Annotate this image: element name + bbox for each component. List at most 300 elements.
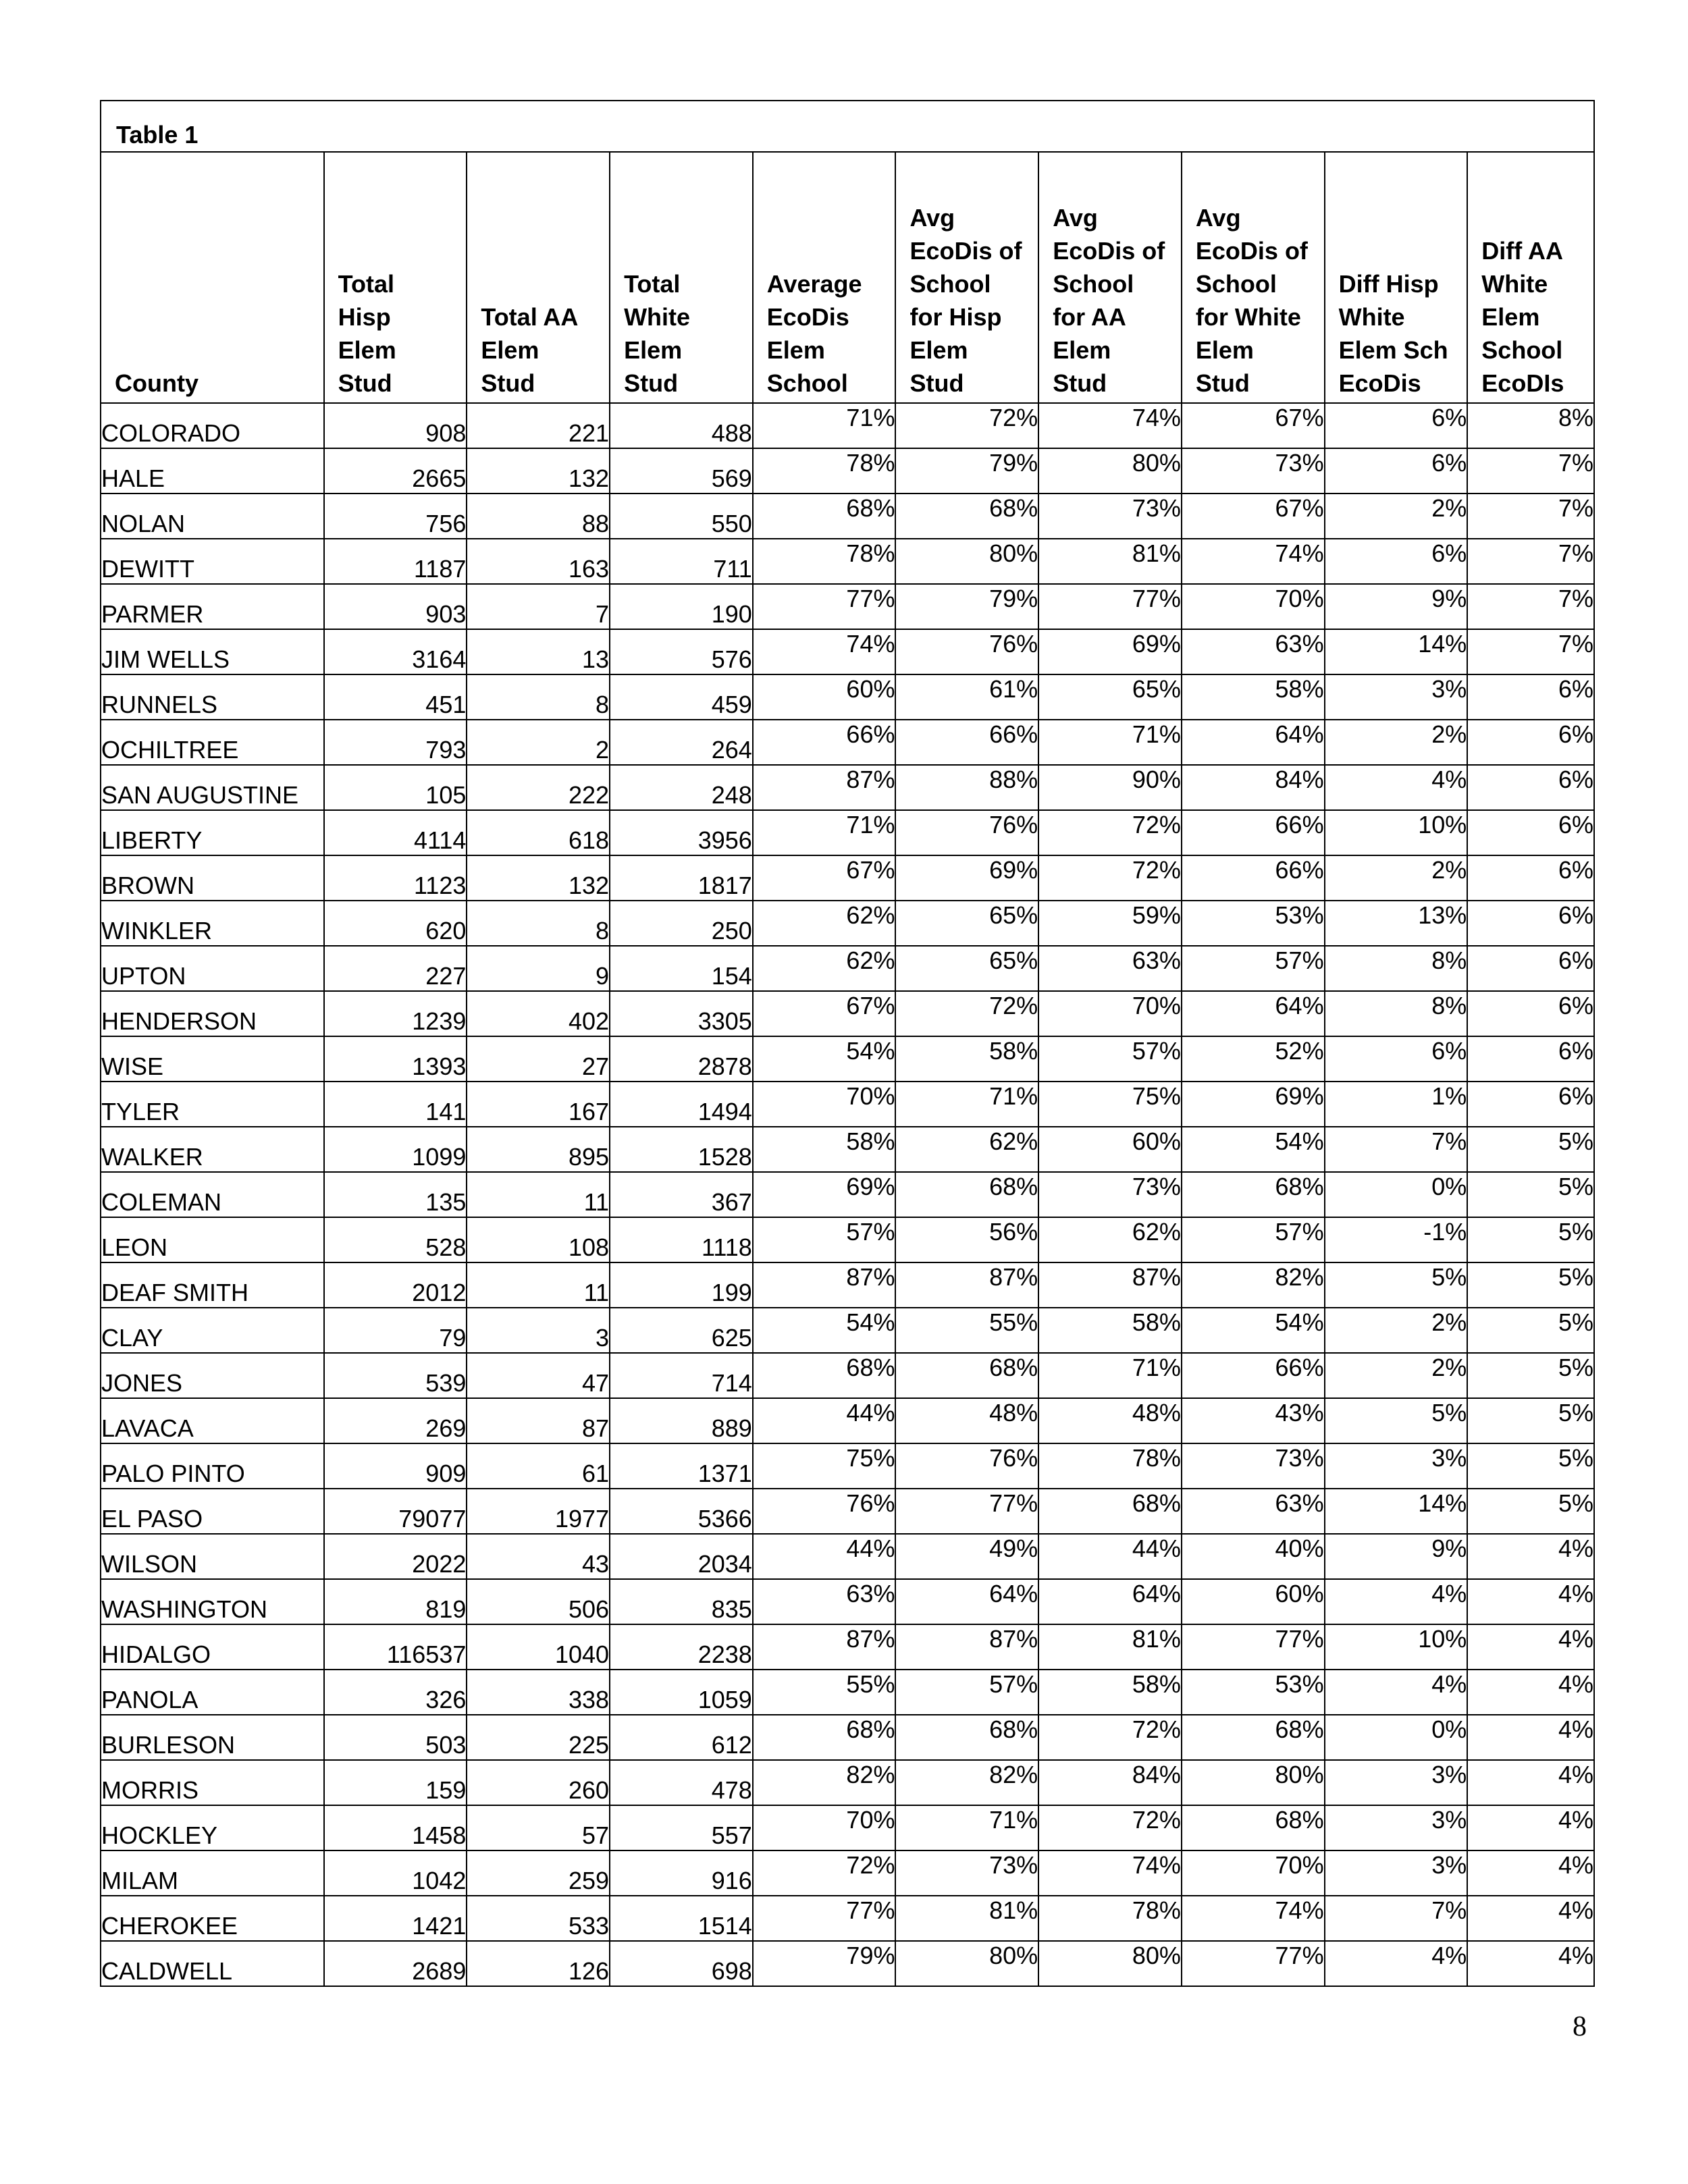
value-cell: 79% <box>895 584 1038 629</box>
value-cell: 2034 <box>610 1534 753 1579</box>
value-cell: 9 <box>467 946 610 991</box>
value-cell: 503 <box>324 1715 467 1760</box>
value-cell: 533 <box>467 1896 610 1941</box>
value-cell: 7% <box>1467 629 1594 674</box>
value-cell: 5% <box>1467 1398 1594 1443</box>
value-cell: 711 <box>610 539 753 584</box>
value-cell: 5% <box>1467 1489 1594 1534</box>
table-row <box>101 403 1594 448</box>
value-cell: 69% <box>1038 629 1182 674</box>
county-cell: NOLAN <box>101 494 324 539</box>
value-cell: 5% <box>1467 1262 1594 1308</box>
table-row <box>101 1715 1594 1760</box>
value-cell: 10% <box>1325 810 1468 855</box>
value-cell: 4% <box>1325 1941 1468 1986</box>
value-cell: 326 <box>324 1670 467 1715</box>
county-cell: TYLER <box>101 1082 324 1127</box>
table-row <box>101 448 1594 494</box>
value-cell: 451 <box>324 674 467 720</box>
value-cell: 64% <box>1182 991 1325 1036</box>
value-cell: 68% <box>1038 1489 1182 1534</box>
value-cell: 248 <box>610 765 753 810</box>
value-cell: 6% <box>1467 1036 1594 1082</box>
value-cell: 3% <box>1325 1805 1468 1850</box>
value-cell: 6% <box>1325 1036 1468 1082</box>
value-cell: 4% <box>1467 1896 1594 1941</box>
value-cell: 60% <box>1182 1579 1325 1624</box>
value-cell: 2012 <box>324 1262 467 1308</box>
value-cell: 76% <box>895 1443 1038 1489</box>
value-cell: 105 <box>324 765 467 810</box>
value-cell: 72% <box>895 991 1038 1036</box>
value-cell: 135 <box>324 1172 467 1217</box>
value-cell: 3 <box>467 1308 610 1353</box>
value-cell: 60% <box>753 674 896 720</box>
value-cell: 539 <box>324 1353 467 1398</box>
value-cell: 5% <box>1467 1353 1594 1398</box>
value-cell: 1040 <box>467 1624 610 1670</box>
value-cell: 1371 <box>610 1443 753 1489</box>
value-cell: 4% <box>1467 1624 1594 1670</box>
value-cell: -1% <box>1325 1217 1468 1262</box>
table-row <box>101 991 1594 1036</box>
value-cell: 73% <box>1038 494 1182 539</box>
column-header-avg-ecodis-hisp: Avg EcoDis of School for Hisp Elem Stud <box>895 152 1038 403</box>
value-cell: 916 <box>610 1850 753 1896</box>
table-row <box>101 1082 1594 1127</box>
value-cell: 7% <box>1467 448 1594 494</box>
table-row <box>101 720 1594 765</box>
value-cell: 6% <box>1467 901 1594 946</box>
value-cell: 70% <box>1182 1850 1325 1896</box>
county-cell: BURLESON <box>101 1715 324 1760</box>
value-cell: 67% <box>753 991 896 1036</box>
value-cell: 488 <box>610 403 753 448</box>
value-cell: 62% <box>753 946 896 991</box>
value-cell: 64% <box>895 1579 1038 1624</box>
header-row <box>101 152 1594 403</box>
value-cell: 72% <box>1038 855 1182 901</box>
value-cell: 56% <box>895 1217 1038 1262</box>
value-cell: 1817 <box>610 855 753 901</box>
value-cell: 4% <box>1467 1579 1594 1624</box>
value-cell: 77% <box>1182 1941 1325 1986</box>
value-cell: 1118 <box>610 1217 753 1262</box>
value-cell: 68% <box>1182 1715 1325 1760</box>
value-cell: 6% <box>1325 539 1468 584</box>
value-cell: 44% <box>753 1534 896 1579</box>
value-cell: 74% <box>1182 539 1325 584</box>
value-cell: 78% <box>753 448 896 494</box>
value-cell: 70% <box>1182 584 1325 629</box>
value-cell: 61 <box>467 1443 610 1489</box>
value-cell: 78% <box>1038 1896 1182 1941</box>
value-cell: 4% <box>1467 1715 1594 1760</box>
value-cell: 82% <box>753 1760 896 1805</box>
table-row <box>101 1805 1594 1850</box>
value-cell: 13% <box>1325 901 1468 946</box>
value-cell: 65% <box>895 946 1038 991</box>
value-cell: 2238 <box>610 1624 753 1670</box>
value-cell: 9% <box>1325 1534 1468 1579</box>
county-cell: WINKLER <box>101 901 324 946</box>
value-cell: 5% <box>1325 1262 1468 1308</box>
value-cell: 87% <box>895 1262 1038 1308</box>
value-cell: 67% <box>1182 494 1325 539</box>
value-cell: 478 <box>610 1760 753 1805</box>
value-cell: 2022 <box>324 1534 467 1579</box>
value-cell: 5% <box>1467 1308 1594 1353</box>
table-row <box>101 539 1594 584</box>
county-cell: COLEMAN <box>101 1172 324 1217</box>
value-cell: 4% <box>1467 1941 1594 1986</box>
value-cell: 53% <box>1182 1670 1325 1715</box>
table-row <box>101 1353 1594 1398</box>
table-row <box>101 1760 1594 1805</box>
value-cell: 73% <box>1182 448 1325 494</box>
table-row <box>101 1036 1594 1082</box>
value-cell: 4% <box>1325 765 1468 810</box>
value-cell: 84% <box>1182 765 1325 810</box>
value-cell: 76% <box>895 629 1038 674</box>
value-cell: 7% <box>1467 584 1594 629</box>
value-cell: 260 <box>467 1760 610 1805</box>
value-cell: 1514 <box>610 1896 753 1941</box>
value-cell: 1421 <box>324 1896 467 1941</box>
value-cell: 52% <box>1182 1036 1325 1082</box>
value-cell: 57% <box>895 1670 1038 1715</box>
value-cell: 550 <box>610 494 753 539</box>
value-cell: 1393 <box>324 1036 467 1082</box>
value-cell: 132 <box>467 855 610 901</box>
value-cell: 77% <box>753 1896 896 1941</box>
value-cell: 126 <box>467 1941 610 1986</box>
value-cell: 5% <box>1467 1127 1594 1172</box>
value-cell: 7% <box>1325 1127 1468 1172</box>
table-row <box>101 855 1594 901</box>
value-cell: 3305 <box>610 991 753 1036</box>
value-cell: 58% <box>1038 1670 1182 1715</box>
value-cell: 889 <box>610 1398 753 1443</box>
table-row <box>101 1172 1594 1217</box>
value-cell: 909 <box>324 1443 467 1489</box>
value-cell: 64% <box>1182 720 1325 765</box>
value-cell: 402 <box>467 991 610 1036</box>
value-cell: 80% <box>895 1941 1038 1986</box>
value-cell: 3% <box>1325 674 1468 720</box>
value-cell: 10% <box>1325 1624 1468 1670</box>
value-cell: 57% <box>1182 946 1325 991</box>
value-cell: 79077 <box>324 1489 467 1534</box>
value-cell: 14% <box>1325 629 1468 674</box>
value-cell: 74% <box>753 629 896 674</box>
value-cell: 59% <box>1038 901 1182 946</box>
column-header-total-hisp: Total Hisp Elem Stud <box>324 152 467 403</box>
table-body <box>101 403 1594 1986</box>
column-header-diff-hisp-white: Diff Hisp White Elem Sch EcoDis <box>1325 152 1468 403</box>
table-row <box>101 1850 1594 1896</box>
value-cell: 69% <box>895 855 1038 901</box>
value-cell: 78% <box>753 539 896 584</box>
table-row <box>101 901 1594 946</box>
value-cell: 68% <box>895 1353 1038 1398</box>
value-cell: 80% <box>1038 1941 1182 1986</box>
value-cell: 87% <box>1038 1262 1182 1308</box>
value-cell: 66% <box>1182 810 1325 855</box>
value-cell: 70% <box>753 1805 896 1850</box>
value-cell: 13 <box>467 629 610 674</box>
value-cell: 2665 <box>324 448 467 494</box>
value-cell: 227 <box>324 946 467 991</box>
value-cell: 264 <box>610 720 753 765</box>
value-cell: 80% <box>895 539 1038 584</box>
value-cell: 76% <box>895 810 1038 855</box>
value-cell: 72% <box>1038 810 1182 855</box>
value-cell: 116537 <box>324 1624 467 1670</box>
value-cell: 62% <box>1038 1217 1182 1262</box>
value-cell: 163 <box>467 539 610 584</box>
value-cell: 77% <box>1182 1624 1325 1670</box>
value-cell: 1042 <box>324 1850 467 1896</box>
value-cell: 75% <box>1038 1082 1182 1127</box>
value-cell: 87% <box>753 1262 896 1308</box>
value-cell: 1494 <box>610 1082 753 1127</box>
value-cell: 620 <box>324 901 467 946</box>
value-cell: 3956 <box>610 810 753 855</box>
value-cell: 612 <box>610 1715 753 1760</box>
value-cell: 895 <box>467 1127 610 1172</box>
value-cell: 80% <box>1038 448 1182 494</box>
value-cell: 68% <box>1182 1805 1325 1850</box>
value-cell: 27 <box>467 1036 610 1082</box>
table-row <box>101 1308 1594 1353</box>
table-row <box>101 1398 1594 1443</box>
value-cell: 47 <box>467 1353 610 1398</box>
value-cell: 1099 <box>324 1127 467 1172</box>
county-cell: DEAF SMITH <box>101 1262 324 1308</box>
value-cell: 57% <box>1182 1217 1325 1262</box>
value-cell: 43% <box>1182 1398 1325 1443</box>
value-cell: 77% <box>753 584 896 629</box>
table-row <box>101 1217 1594 1262</box>
value-cell: 80% <box>1182 1760 1325 1805</box>
value-cell: 63% <box>1182 1489 1325 1534</box>
value-cell: 269 <box>324 1398 467 1443</box>
value-cell: 74% <box>1038 403 1182 448</box>
value-cell: 40% <box>1182 1534 1325 1579</box>
value-cell: 69% <box>1182 1082 1325 1127</box>
value-cell: 167 <box>467 1082 610 1127</box>
value-cell: 77% <box>895 1489 1038 1534</box>
value-cell: 72% <box>1038 1805 1182 1850</box>
table-row <box>101 584 1594 629</box>
value-cell: 1528 <box>610 1127 753 1172</box>
table-row <box>101 1262 1594 1308</box>
value-cell: 48% <box>1038 1398 1182 1443</box>
table-row <box>101 1534 1594 1579</box>
value-cell: 2689 <box>324 1941 467 1986</box>
value-cell: 54% <box>753 1308 896 1353</box>
table-row <box>101 1624 1594 1670</box>
table-row <box>101 494 1594 539</box>
value-cell: 65% <box>1038 674 1182 720</box>
value-cell: 259 <box>467 1850 610 1896</box>
county-cell: BROWN <box>101 855 324 901</box>
table-row <box>101 674 1594 720</box>
value-cell: 5% <box>1467 1443 1594 1489</box>
value-cell: 9% <box>1325 584 1468 629</box>
county-cell: HOCKLEY <box>101 1805 324 1850</box>
value-cell: 66% <box>895 720 1038 765</box>
table-row <box>101 765 1594 810</box>
value-cell: 62% <box>895 1127 1038 1172</box>
value-cell: 222 <box>467 765 610 810</box>
value-cell: 1123 <box>324 855 467 901</box>
table-row <box>101 1896 1594 1941</box>
table-row <box>101 629 1594 674</box>
value-cell: 908 <box>324 403 467 448</box>
value-cell: 221 <box>467 403 610 448</box>
value-cell: 72% <box>1038 1715 1182 1760</box>
value-cell: 66% <box>1182 1353 1325 1398</box>
value-cell: 4% <box>1467 1534 1594 1579</box>
value-cell: 78% <box>1038 1443 1182 1489</box>
value-cell: 3% <box>1325 1443 1468 1489</box>
table-row <box>101 1670 1594 1715</box>
value-cell: 190 <box>610 584 753 629</box>
value-cell: 73% <box>895 1850 1038 1896</box>
county-cell: LIBERTY <box>101 810 324 855</box>
county-cell: MORRIS <box>101 1760 324 1805</box>
value-cell: 82% <box>895 1760 1038 1805</box>
value-cell: 54% <box>1182 1308 1325 1353</box>
value-cell: 70% <box>1038 991 1182 1036</box>
value-cell: 57% <box>1038 1036 1182 1082</box>
value-cell: 66% <box>1182 855 1325 901</box>
value-cell: 4% <box>1325 1579 1468 1624</box>
value-cell: 64% <box>1038 1579 1182 1624</box>
table-row <box>101 1489 1594 1534</box>
value-cell: 71% <box>895 1805 1038 1850</box>
value-cell: 58% <box>1182 674 1325 720</box>
value-cell: 3% <box>1325 1760 1468 1805</box>
value-cell: 199 <box>610 1262 753 1308</box>
value-cell: 5366 <box>610 1489 753 1534</box>
value-cell: 367 <box>610 1172 753 1217</box>
value-cell: 79% <box>753 1941 896 1986</box>
county-cell: HENDERSON <box>101 991 324 1036</box>
value-cell: 11 <box>467 1172 610 1217</box>
value-cell: 338 <box>467 1670 610 1715</box>
value-cell: 1059 <box>610 1670 753 1715</box>
county-cell: OCHILTREE <box>101 720 324 765</box>
value-cell: 58% <box>1038 1308 1182 1353</box>
table-row <box>101 1579 1594 1624</box>
value-cell: 72% <box>753 1850 896 1896</box>
value-cell: 53% <box>1182 901 1325 946</box>
county-cell: CALDWELL <box>101 1941 324 1986</box>
value-cell: 7 <box>467 584 610 629</box>
county-cell: DEWITT <box>101 539 324 584</box>
value-cell: 65% <box>895 901 1038 946</box>
value-cell: 4% <box>1467 1760 1594 1805</box>
value-cell: 79% <box>895 448 1038 494</box>
value-cell: 68% <box>1182 1172 1325 1217</box>
value-cell: 57 <box>467 1805 610 1850</box>
value-cell: 48% <box>895 1398 1038 1443</box>
value-cell: 6% <box>1467 946 1594 991</box>
value-cell: 4% <box>1325 1670 1468 1715</box>
value-cell: 2% <box>1325 855 1468 901</box>
value-cell: 4% <box>1467 1805 1594 1850</box>
county-cell: WISE <box>101 1036 324 1082</box>
column-header-avg-ecodis-aa: Avg EcoDis of School for AA Elem Stud <box>1038 152 1182 403</box>
value-cell: 506 <box>467 1579 610 1624</box>
value-cell: 68% <box>753 1715 896 1760</box>
value-cell: 63% <box>753 1579 896 1624</box>
value-cell: 87% <box>753 1624 896 1670</box>
value-cell: 5% <box>1467 1172 1594 1217</box>
table-row <box>101 1443 1594 1489</box>
value-cell: 54% <box>753 1036 896 1082</box>
value-cell: 4% <box>1467 1850 1594 1896</box>
value-cell: 6% <box>1467 765 1594 810</box>
value-cell: 6% <box>1467 674 1594 720</box>
value-cell: 84% <box>1038 1760 1182 1805</box>
value-cell: 4114 <box>324 810 467 855</box>
value-cell: 0% <box>1325 1172 1468 1217</box>
column-header-total-white: Total White Elem Stud <box>610 152 753 403</box>
county-cell: LAVACA <box>101 1398 324 1443</box>
county-cell: UPTON <box>101 946 324 991</box>
value-cell: 68% <box>895 1715 1038 1760</box>
value-cell: 714 <box>610 1353 753 1398</box>
value-cell: 528 <box>324 1217 467 1262</box>
value-cell: 82% <box>1182 1262 1325 1308</box>
value-cell: 58% <box>753 1127 896 1172</box>
value-cell: 2% <box>1325 494 1468 539</box>
column-header-avg-ecodis: Average EcoDis Elem School <box>753 152 896 403</box>
data-table <box>100 100 1595 1987</box>
value-cell: 2% <box>1325 1353 1468 1398</box>
value-cell: 8% <box>1325 946 1468 991</box>
value-cell: 225 <box>467 1715 610 1760</box>
county-cell: JONES <box>101 1353 324 1398</box>
value-cell: 11 <box>467 1262 610 1308</box>
value-cell: 74% <box>1182 1896 1325 1941</box>
value-cell: 71% <box>1038 720 1182 765</box>
value-cell: 6% <box>1325 403 1468 448</box>
value-cell: 5% <box>1325 1398 1468 1443</box>
value-cell: 88 <box>467 494 610 539</box>
value-cell: 8% <box>1325 991 1468 1036</box>
value-cell: 62% <box>753 901 896 946</box>
value-cell: 2878 <box>610 1036 753 1082</box>
value-cell: 81% <box>1038 539 1182 584</box>
value-cell: 2% <box>1325 1308 1468 1353</box>
county-cell: WILSON <box>101 1534 324 1579</box>
value-cell: 8 <box>467 901 610 946</box>
county-cell: PANOLA <box>101 1670 324 1715</box>
value-cell: 71% <box>753 810 896 855</box>
value-cell: 5% <box>1467 1217 1594 1262</box>
value-cell: 68% <box>895 1172 1038 1217</box>
value-cell: 132 <box>467 448 610 494</box>
value-cell: 3164 <box>324 629 467 674</box>
value-cell: 6% <box>1467 991 1594 1036</box>
value-cell: 756 <box>324 494 467 539</box>
value-cell: 459 <box>610 674 753 720</box>
